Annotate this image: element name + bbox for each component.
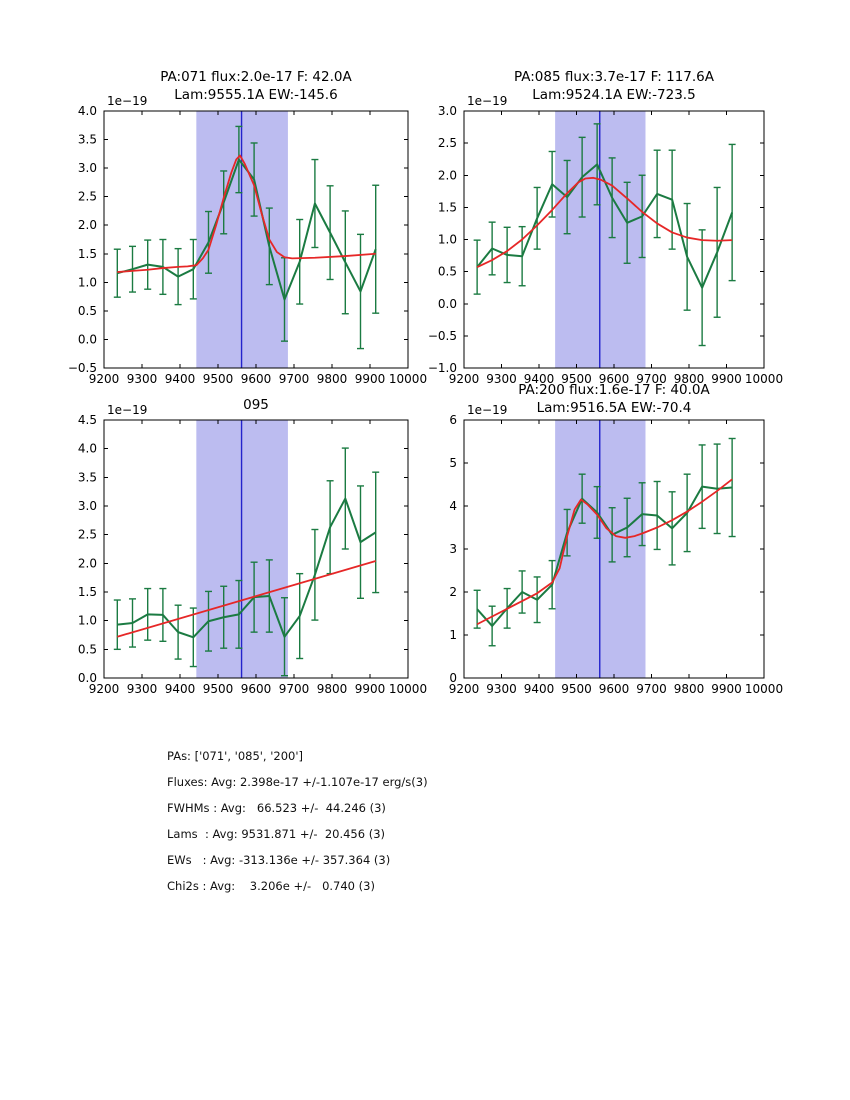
chart-title-line1: PA:071 flux:2.0e-17 F: 42.0A [160,69,352,85]
chart-pa071 [68,104,427,386]
x-tick-label: 9400 [523,682,555,696]
x-tick-label: 10000 [388,372,428,386]
x-tick-label: 9900 [711,682,742,696]
x-tick-label: 9200 [448,372,480,386]
x-tick-label: 9900 [354,682,386,696]
chart-title-line1: 095 [243,397,269,413]
y-tick-label: 4.5 [77,413,97,427]
y-tick-label: 2.5 [437,136,457,151]
y-tick-label: 0.0 [77,671,97,685]
x-tick-label: 9700 [636,372,667,386]
x-tick-label: 9500 [202,682,234,696]
x-tick-label: 9500 [561,682,592,696]
y-tick-label: 2.0 [437,168,457,183]
y-tick-label: 4.0 [77,104,97,118]
y-tick-label: 2.0 [77,556,97,571]
x-tick-label: 9200 [88,372,120,386]
chart-title-line2: Lam:9516.5A EW:-70.4 [536,400,692,416]
y-tick-label: 6 [449,413,457,427]
y-tick-label: 3.0 [77,499,97,513]
stats-block [167,743,428,899]
y-tick-label: −0.5 [427,328,457,343]
x-tick-label: 10000 [744,682,784,696]
stats-line-chi2s: Chi2s : Avg: 3.206e +/- 0.740 (3) [167,879,375,893]
x-tick-label: 9800 [673,682,705,696]
chart-title-pa200 [464,381,764,417]
y-tick-label: 1.0 [437,232,457,247]
stats-line-lams: Lams : Avg: 9531.871 +/- 20.456 (3) [167,827,386,841]
y-offset-label: 1e−19 [107,403,148,417]
y-tick-label: 0.5 [77,642,97,657]
y-tick-label: 1.5 [77,246,97,261]
stats-line-ews: EWs : Avg: -313.136e +/- 357.364 (3) [167,853,391,867]
y-tick-label: 0.5 [437,264,457,279]
stats-line-fluxes: Fluxes: Avg: 2.398e-17 +/-1.107e-17 erg/s(3) [167,775,428,789]
y-tick-label: 3.0 [77,161,97,176]
y-tick-label: 4.0 [77,441,97,456]
chart-pa085 [428,104,783,386]
x-tick-label: 9300 [486,682,517,696]
chart-title-line1: PA:085 flux:3.7e-17 F: 117.6A [513,69,715,85]
x-tick-label: 10000 [744,372,784,386]
y-tick-label: 3.5 [77,132,97,147]
chart-095 [78,413,427,696]
chart-title-line2: Lam:9555.1A EW:-145.6 [174,87,338,103]
y-tick-label: 3 [449,542,457,556]
y-tick-label: 3.0 [437,104,457,118]
y-tick-label: 1.5 [77,585,97,599]
x-tick-label: 10000 [388,682,428,696]
y-tick-label: −1.0 [427,361,457,375]
x-tick-label: 9800 [316,682,348,696]
y-tick-label: 0.5 [77,303,97,318]
y-tick-label: 2.5 [77,527,97,542]
x-tick-label: 9700 [636,682,667,696]
y-tick-label: 3.5 [77,470,97,485]
y-tick-label: 2.5 [77,189,97,204]
x-tick-label: 9600 [598,682,630,696]
y-tick-label: 2.0 [77,218,97,233]
y-offset-label: 1e−19 [467,94,508,108]
x-tick-label: 9300 [486,372,517,386]
x-tick-label: 9600 [240,682,272,696]
chart-title-line2: Lam:9524.1A EW:-723.5 [532,87,696,103]
x-tick-label: 9200 [448,682,480,696]
chart-title-line1: PA:200 flux:1.6e-17 F: 40.0A [518,382,710,398]
x-tick-label: 9400 [164,372,196,386]
x-tick-label: 9500 [561,372,592,386]
x-tick-label: 9500 [202,372,234,386]
y-tick-label: 0.0 [437,296,457,311]
stats-line-fwhms: FWHMs : Avg: 66.523 +/- 44.246 (3) [167,801,386,815]
x-tick-label: 9900 [354,372,386,386]
chart-title-pa085 [464,68,764,104]
chart-title-pa071 [104,68,408,104]
y-tick-label: 1.0 [77,275,97,290]
x-tick-label: 9800 [673,372,705,386]
y-offset-label: 1e−19 [107,94,148,108]
y-tick-label: 0 [449,671,457,685]
x-tick-label: 9200 [88,682,120,696]
chart-title-095 [104,396,408,414]
y-tick-label: 2 [449,585,457,599]
y-tick-label: −0.5 [67,361,97,375]
x-tick-label: 9700 [278,372,310,386]
y-tick-label: 4 [449,499,457,513]
y-tick-label: 5 [449,456,457,470]
x-tick-label: 9300 [126,682,158,696]
x-tick-label: 9400 [164,682,196,696]
x-tick-label: 9900 [711,372,742,386]
y-offset-label: 1e−19 [467,403,508,417]
x-tick-label: 9600 [598,372,630,386]
y-tick-label: 1 [449,628,457,642]
y-tick-label: 0.0 [77,332,97,347]
x-tick-label: 9600 [240,372,272,386]
chart-pa200 [449,413,783,696]
x-tick-label: 9800 [316,372,348,386]
y-tick-label: 1.0 [77,613,97,628]
x-tick-label: 9300 [126,372,158,386]
y-tick-label: 1.5 [437,200,457,215]
stats-line-pas: PAs: ['071', '085', '200'] [167,749,304,763]
x-tick-label: 9700 [278,682,310,696]
x-tick-label: 9400 [523,372,555,386]
